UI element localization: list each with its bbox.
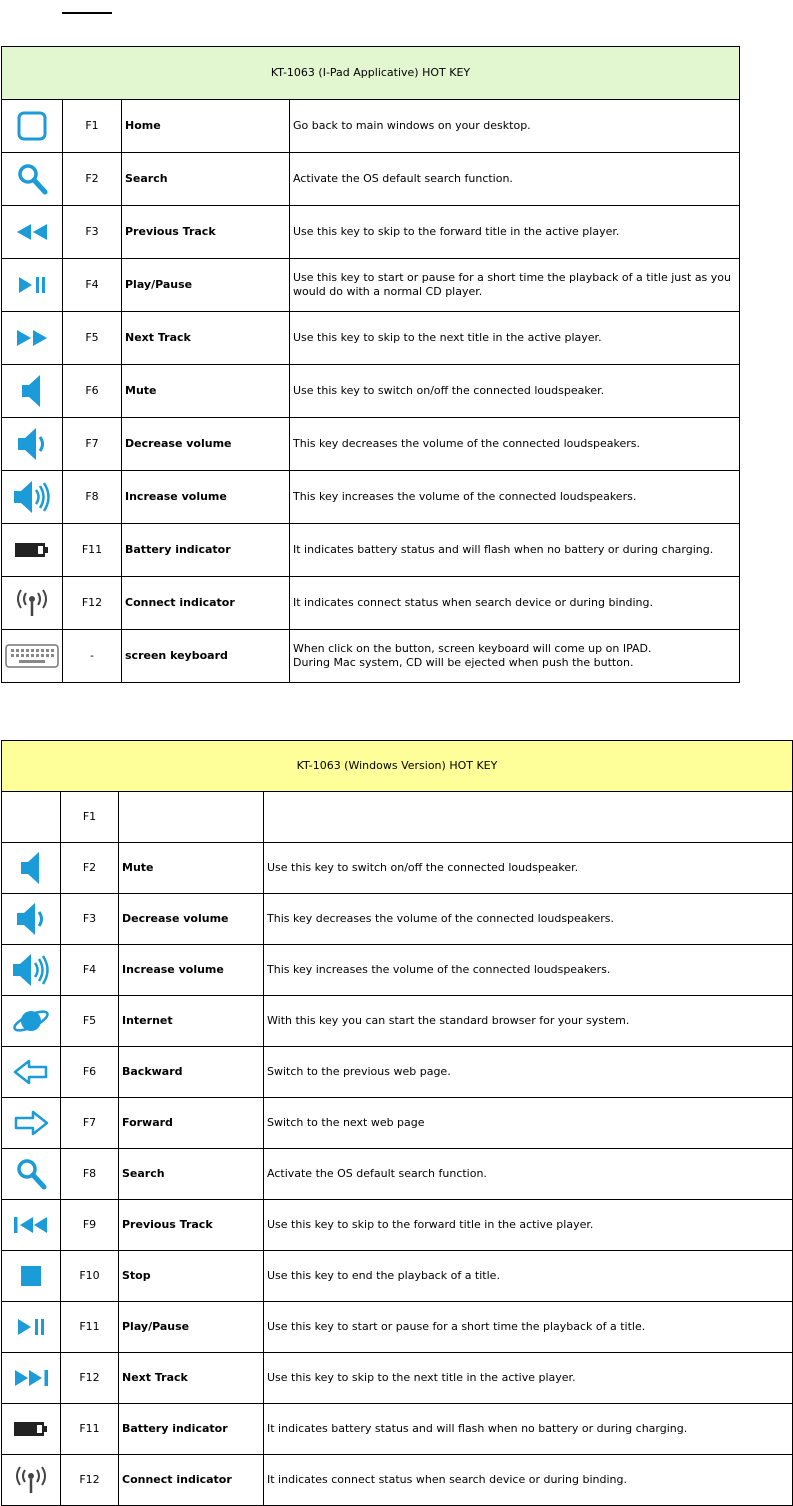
function-name-cell: Mute: [122, 365, 290, 418]
arrow-right-icon: [2, 1110, 60, 1136]
description-cell: It indicates battery status and will flash when no battery or during charging.: [290, 524, 740, 577]
table-row: [2, 206, 740, 259]
arrow-left-icon: [2, 1059, 60, 1085]
ipad-table-title: KT-1063 (I-Pad Applicative) HOT KEY: [2, 47, 740, 100]
function-name-cell: Forward: [119, 1098, 264, 1149]
function-name-cell: [119, 792, 264, 843]
mute-icon: [2, 373, 62, 409]
function-name-cell: Next Track: [122, 312, 290, 365]
icon-cell: [2, 471, 63, 524]
description-cell: Use this key to switch on/off the connected loudspeaker.: [290, 365, 740, 418]
volume-down-icon: [2, 426, 62, 462]
table-row: [2, 577, 740, 630]
icon-cell: [2, 524, 63, 577]
description-cell: Switch to the next web page: [264, 1098, 793, 1149]
skip-back-icon: [2, 1215, 60, 1235]
icon-cell: [2, 1149, 61, 1200]
icon-cell: [2, 945, 61, 996]
description-cell: Use this key to start or pause for a short time the playback of a title.: [264, 1302, 793, 1353]
description-cell: This key increases the volume of the connected loudspeakers.: [290, 471, 740, 524]
table-row: [2, 945, 793, 996]
windows-hotkey-table: [1, 740, 793, 1506]
table-row: [2, 1353, 793, 1404]
description-cell: Activate the OS default search function.: [264, 1149, 793, 1200]
key-cell: F4: [61, 945, 119, 996]
icon-cell: [2, 1200, 61, 1251]
description-cell: Use this key to start or pause for a short time the playback of a title just as you would do with a normal CD player.: [290, 259, 740, 312]
description-cell: Use this key to switch on/off the connected loudspeaker.: [264, 843, 793, 894]
table-row: [2, 1404, 793, 1455]
description-cell: It indicates connect status when search device or during binding.: [290, 577, 740, 630]
windows-table-title: KT-1063 (Windows Version) HOT KEY: [2, 741, 793, 792]
function-name-cell: Decrease volume: [122, 418, 290, 471]
function-name-cell: Search: [119, 1149, 264, 1200]
play-pause-icon: [2, 275, 62, 295]
key-cell: -: [63, 630, 122, 683]
battery-icon: [2, 1420, 60, 1438]
function-name-cell: Play/Pause: [119, 1302, 264, 1353]
key-cell: F11: [63, 524, 122, 577]
description-cell: This key decreases the volume of the connected loudspeakers.: [264, 894, 793, 945]
table-row: [2, 365, 740, 418]
icon-cell: [2, 1047, 61, 1098]
function-name-cell: Battery indicator: [122, 524, 290, 577]
description-cell: [290, 630, 740, 683]
function-name-cell: Previous Track: [122, 206, 290, 259]
table-row: [2, 1455, 793, 1506]
description-cell: Use this key to skip to the next title in the active player.: [290, 312, 740, 365]
key-cell: F12: [61, 1353, 119, 1404]
battery-icon: [2, 541, 62, 559]
icon-cell: [2, 1455, 61, 1506]
icon-cell: [2, 100, 63, 153]
stop-icon: [2, 1264, 60, 1288]
table-row: [2, 471, 740, 524]
table-row: [2, 1200, 793, 1251]
key-cell: F7: [63, 418, 122, 471]
icon-cell: [2, 996, 61, 1047]
function-name-cell: Home: [122, 100, 290, 153]
description-cell: This key increases the volume of the connected loudspeakers.: [264, 945, 793, 996]
key-cell: F9: [61, 1200, 119, 1251]
connect-icon: [2, 1465, 60, 1495]
description-cell: This key decreases the volume of the connected loudspeakers.: [290, 418, 740, 471]
function-name-cell: Decrease volume: [119, 894, 264, 945]
key-cell: F2: [63, 153, 122, 206]
function-name-cell: Mute: [119, 843, 264, 894]
function-name-cell: Battery indicator: [119, 1404, 264, 1455]
function-name-cell: Play/Pause: [122, 259, 290, 312]
key-cell: F7: [61, 1098, 119, 1149]
table-row: [2, 894, 793, 945]
table-row: [2, 1047, 793, 1098]
ipad-hotkey-table: [1, 46, 740, 683]
icon-cell: [2, 153, 63, 206]
description-line: When click on the button, screen keyboard will come up on IPAD.: [293, 642, 652, 655]
icon-cell: [2, 418, 63, 471]
table-row: [2, 100, 740, 153]
table-row: [2, 1098, 793, 1149]
key-cell: F4: [63, 259, 122, 312]
description-cell: Activate the OS default search function.: [290, 153, 740, 206]
icon-cell: [2, 206, 63, 259]
volume-down-icon: [2, 901, 60, 937]
icon-cell: [2, 1251, 61, 1302]
icon-cell: [2, 1404, 61, 1455]
table-row: [2, 1149, 793, 1200]
skip-forward-icon: [2, 1368, 60, 1388]
key-cell: F6: [61, 1047, 119, 1098]
description-cell: Use this key to skip to the next title in the active player.: [264, 1353, 793, 1404]
function-name-cell: Backward: [119, 1047, 264, 1098]
internet-planet-icon: [2, 1005, 60, 1037]
table-row: [2, 418, 740, 471]
search-icon: [2, 1157, 60, 1191]
icon-cell: [2, 1302, 61, 1353]
icon-cell: [2, 1353, 61, 1404]
key-cell: F12: [63, 577, 122, 630]
key-cell: F11: [61, 1404, 119, 1455]
table-row: [2, 996, 793, 1047]
home-icon: [2, 111, 62, 141]
description-cell: Use this key to end the playback of a title.: [264, 1251, 793, 1302]
function-name-cell: Internet: [119, 996, 264, 1047]
function-name-cell: Connect indicator: [119, 1455, 264, 1506]
function-name-cell: Increase volume: [122, 471, 290, 524]
key-cell: F1: [63, 100, 122, 153]
key-cell: F3: [61, 894, 119, 945]
search-icon: [2, 162, 62, 196]
connect-icon: [2, 588, 62, 618]
key-cell: F8: [61, 1149, 119, 1200]
key-cell: F11: [61, 1302, 119, 1353]
description-cell: It indicates battery status and will flash when no battery or during charging.: [264, 1404, 793, 1455]
table-row: [2, 153, 740, 206]
rewind-icon: [2, 222, 62, 242]
table-row: [2, 843, 793, 894]
keyboard-icon: [2, 644, 62, 668]
description-cell: With this key you can start the standard browser for your system.: [264, 996, 793, 1047]
icon-cell: [2, 577, 63, 630]
function-name-cell: Increase volume: [119, 945, 264, 996]
description-cell: Use this key to skip to the forward title in the active player.: [290, 206, 740, 259]
icon-cell: [2, 1098, 61, 1149]
mute-icon: [2, 850, 60, 886]
key-cell: F5: [63, 312, 122, 365]
heading-underline: [62, 12, 112, 14]
function-name-cell: screen keyboard: [122, 630, 290, 683]
key-cell: F1: [61, 792, 119, 843]
function-name-cell: Stop: [119, 1251, 264, 1302]
description-cell: Switch to the previous web page.: [264, 1047, 793, 1098]
key-cell: F10: [61, 1251, 119, 1302]
key-cell: F3: [63, 206, 122, 259]
icon-cell: [2, 894, 61, 945]
table-row: [2, 1251, 793, 1302]
key-cell: F12: [61, 1455, 119, 1506]
icon-cell: [2, 259, 63, 312]
fast-forward-icon: [2, 328, 62, 348]
key-cell: F6: [63, 365, 122, 418]
play-pause-icon: [2, 1317, 60, 1337]
icon-cell: [2, 843, 61, 894]
icon-cell: [2, 365, 63, 418]
description-cell: Use this key to skip to the forward title in the active player.: [264, 1200, 793, 1251]
table-row: [2, 1302, 793, 1353]
icon-cell: [2, 792, 61, 843]
description-cell: [264, 792, 793, 843]
icon-cell: [2, 312, 63, 365]
description-cell: It indicates connect status when search device or during binding.: [264, 1455, 793, 1506]
table-row: [2, 630, 740, 683]
table-row: [2, 792, 793, 843]
function-name-cell: Previous Track: [119, 1200, 264, 1251]
key-cell: F2: [61, 843, 119, 894]
volume-up-icon: [2, 952, 60, 988]
function-name-cell: Search: [122, 153, 290, 206]
key-cell: F8: [63, 471, 122, 524]
volume-up-icon: [2, 479, 62, 515]
description-line: During Mac system, CD will be ejected when push the button.: [293, 656, 634, 669]
table-row: [2, 259, 740, 312]
table-row: [2, 312, 740, 365]
icon-cell: [2, 630, 63, 683]
function-name-cell: Connect indicator: [122, 577, 290, 630]
description-cell: Go back to main windows on your desktop.: [290, 100, 740, 153]
table-row: [2, 524, 740, 577]
key-cell: F5: [61, 996, 119, 1047]
function-name-cell: Next Track: [119, 1353, 264, 1404]
